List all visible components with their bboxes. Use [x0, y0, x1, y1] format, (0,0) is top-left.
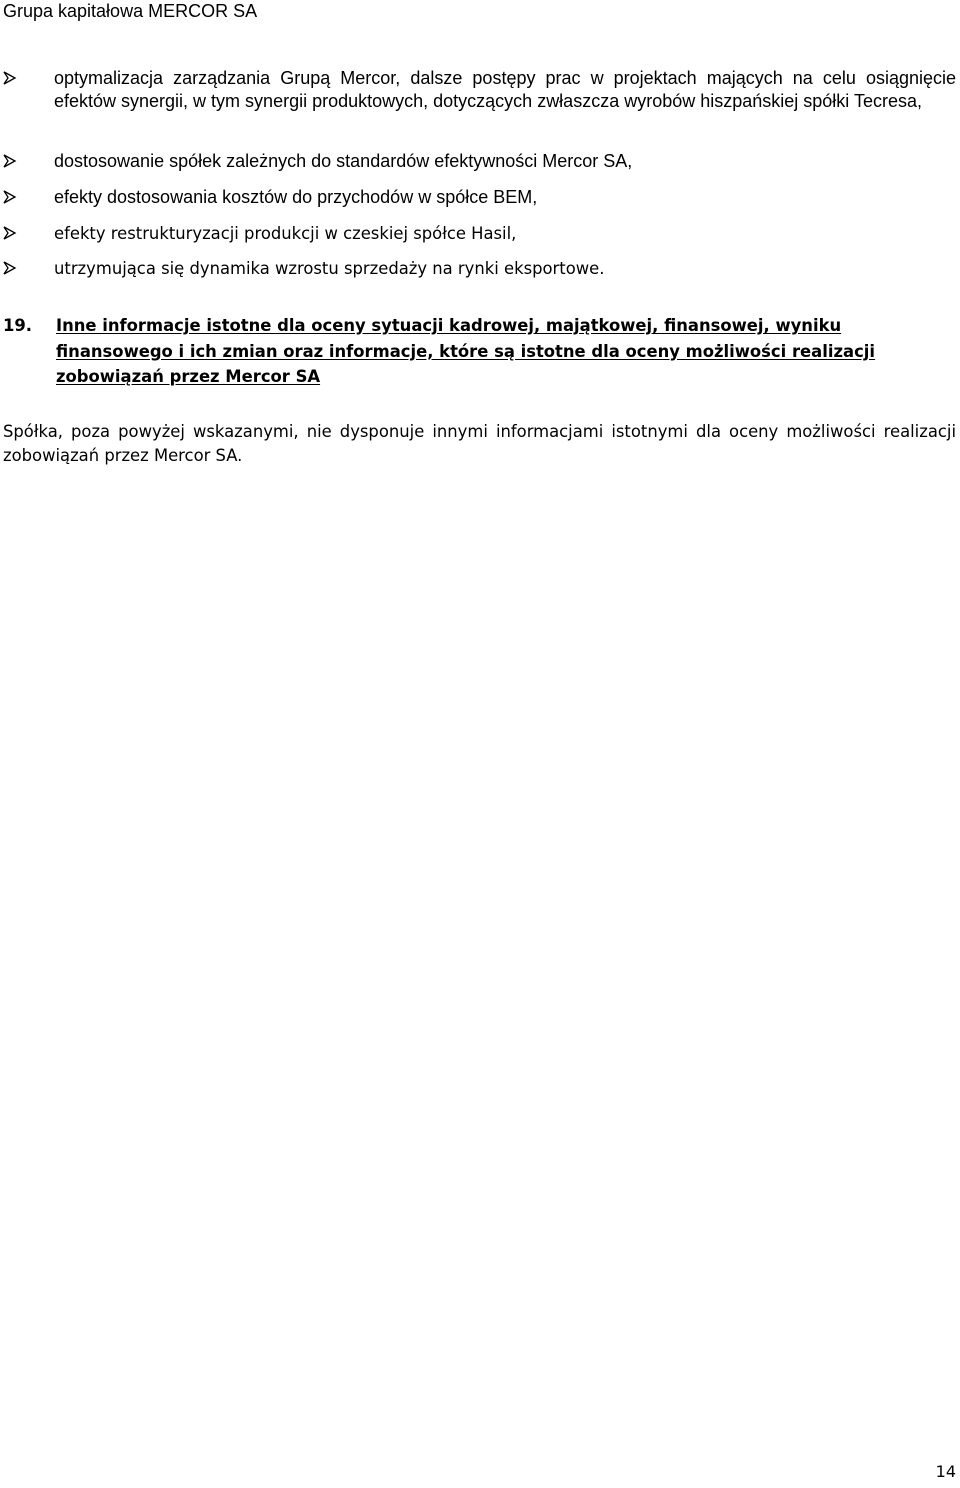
section-heading: Inne informacje istotne dla oceny sytuacji kadrowej, majątkowej, finansowej, wyniku finansowego i ich zmian oraz informacje, które są istotne dla oceny możliwości realizacji zobowiązań przez Mercor SA	[56, 316, 876, 386]
page-header-title: Grupa kapitałowa MERCOR SA	[3, 1, 258, 21]
list-item: optymalizacja zarządzania Grupą Mercor, dalsze postępy prac w projektach mających na celu osiągnięcie efektów synergii, w tym synergii produktowych, dotyczących zwłaszcza wyrobów hiszpańskiej spółki Tecresa,	[54, 68, 956, 111]
page-number: 14	[935, 1462, 956, 1481]
list-item: dostosowanie spółek zależnych do standardów efektywności Mercor SA,	[54, 151, 633, 171]
arrowhead-bullet-icon	[2, 153, 22, 173]
list-item: efekty restrukturyzacji produkcji w czeskiej spółce Hasil,	[54, 224, 517, 243]
body-paragraph: Spółka, poza powyżej wskazanymi, nie dysponuje innymi informacjami istotnymi dla oceny możliwości realizacji zobowiązań przez Mercor SA.	[3, 422, 956, 465]
section-number: 19.	[3, 316, 33, 335]
arrowhead-bullet-icon	[2, 70, 22, 90]
list-item: utrzymująca się dynamika wzrostu sprzedaży na rynki eksportowe.	[54, 259, 605, 278]
arrowhead-bullet-icon	[2, 189, 22, 209]
list-item: efekty dostosowania kosztów do przychodów w spółce BEM,	[54, 187, 538, 207]
arrowhead-bullet-icon	[2, 260, 22, 280]
arrowhead-bullet-icon	[2, 225, 22, 245]
